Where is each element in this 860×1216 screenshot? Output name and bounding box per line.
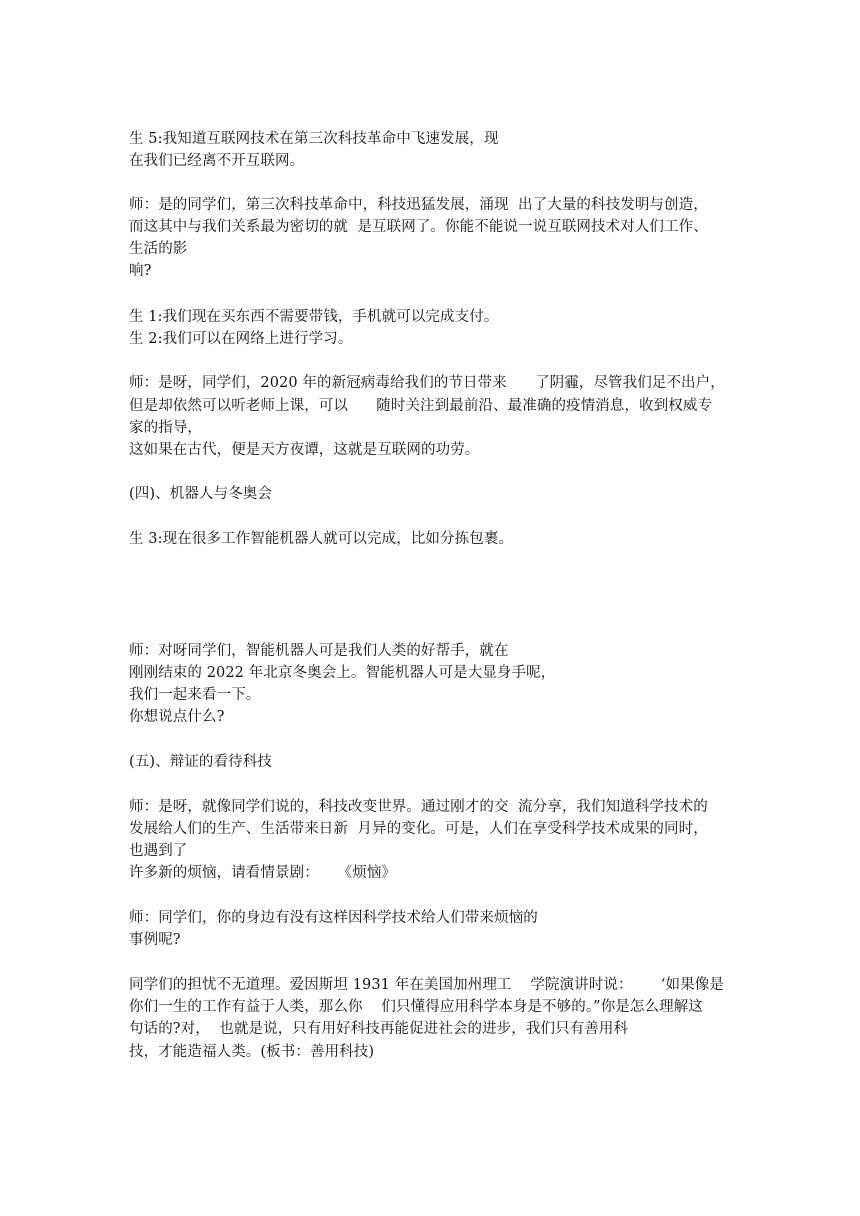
section-heading: (四)、机器人与冬奥会 — [129, 486, 272, 502]
text-line: 响? — [129, 263, 152, 279]
text-line: 生 3:现在很多工作智能机器人就可以完成，比如分拣包裹。 — [129, 531, 514, 547]
text-line: 生活的影 — [129, 241, 188, 257]
text-line: 句话的?对， 也就是说，只有用好科技再能促进社会的进步，我们只有善用科 — [129, 1021, 629, 1037]
text-line: 但是却依然可以听老师上课，可以 随时关注到最前沿、最准确的疫情消息，收到权威专 — [129, 398, 713, 414]
text-line: 同学们的担忧不无道理。爱因斯坦 1931 年在美国加州理工 学院演讲时说： ‘如果像是 — [129, 977, 724, 993]
text-line: 发展给人们的生产、生活带来日新 月异的变化。可是，人们在享受科学技术成果的同时， — [129, 821, 708, 837]
text-line: 师：是呀，就像同学们说的，科技改变世界。通过刚才的交 流分享，我们知道科学技术的 — [129, 799, 708, 815]
text-line: 师：是呀，同学们，2020 年的新冠病毒给我们的节日带来 了阴霾，尽管我们足不出户， — [129, 375, 725, 391]
text-line: 而这其中与我们关系最为密切的就 是互联网了。你能不能说一说互联网技术对人们工作、 — [129, 219, 708, 235]
section-heading: (五)、辩证的看待科技 — [129, 754, 272, 770]
text-line: 师：对呀同学们，智能机器人可是我们人类的好帮手，就在 — [129, 643, 509, 659]
text-line: 你想说点什么? — [129, 709, 225, 725]
text-line: 你们一生的工作有益于人类，那么你 们只懂得应用科学本身是不够的。”你是怎么理解这 — [129, 999, 703, 1015]
text-line: 生 2:我们可以在网络上进行学习。 — [129, 331, 353, 347]
text-line: 在我们已经离不开互联网。 — [129, 153, 305, 169]
text-line: 生 1:我们现在买东西不需要带钱，手机就可以完成支付。 — [129, 309, 499, 325]
text-line: 许多新的烦恼，请看情景剧： 《烦恼》 — [129, 865, 397, 881]
text-line: 我们一起来看一下。 — [129, 687, 261, 703]
text-line: 师：是的同学们，第三次科技革命中，科技迅猛发展，涌现 出了大量的科技发明与创造， — [129, 197, 708, 213]
text-line: 也遇到了 — [129, 843, 188, 859]
text-line: 生 5:我知道互联网技术在第三次科技革命中飞速发展，现 — [129, 131, 499, 147]
text-line: 刚刚结束的 2022 年北京冬奥会上。智能机器人可是大显身手呢， — [129, 665, 556, 681]
text-line: 师：同学们，你的身边有没有这样因科学技术给人们带来烦恼的 — [129, 910, 538, 926]
text-line: 家的指导， — [129, 420, 202, 436]
text-line: 事例呢? — [129, 932, 181, 948]
text-line: 技，才能造福人类。(板书：善用科技) — [129, 1044, 375, 1060]
text-line: 这如果在古代，便是天方夜谭，这就是互联网的功劳。 — [129, 442, 480, 458]
